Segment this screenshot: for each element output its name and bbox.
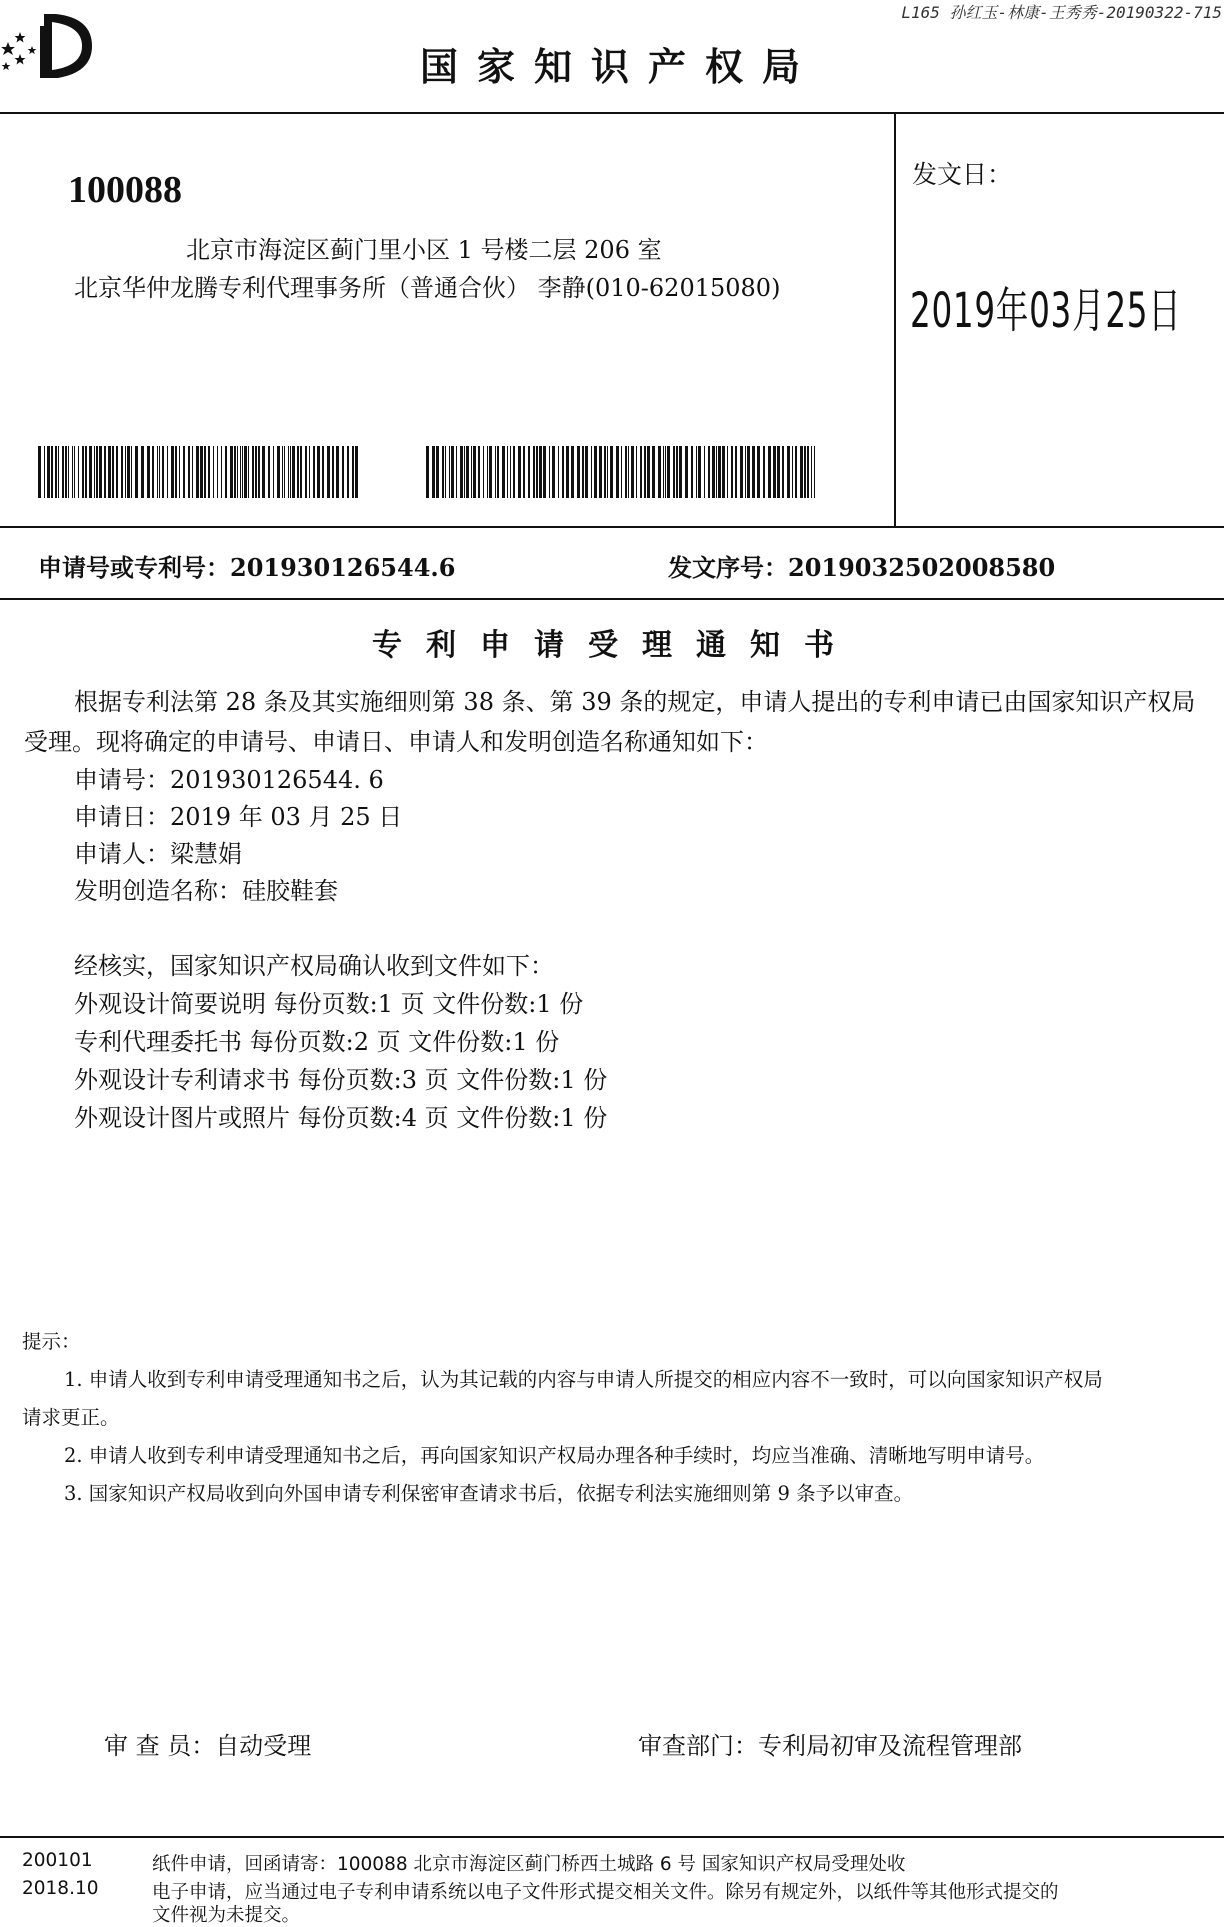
notice-intro-line1: 根据专利法第 28 条及其实施细则第 38 条、第 39 条的规定，申请人提出的专利申请已由国家知识产权局 (74, 688, 1196, 716)
form-code: 200101 (22, 1850, 93, 1871)
barcode-bar (489, 446, 492, 498)
barcode-bar (807, 446, 809, 498)
barcode-bar (196, 446, 199, 498)
footer-electronic-filing-continued: 文件视为未提交。 (152, 1905, 301, 1926)
barcode-bar (604, 446, 606, 498)
barcode-bar (252, 446, 254, 498)
barcode-bar (436, 446, 439, 498)
date-column-divider (894, 112, 896, 526)
barcode-bar (152, 446, 154, 498)
barcode-bar (552, 446, 555, 498)
barcode-left (38, 446, 360, 498)
postal-code: 100088 (68, 169, 182, 211)
barcode-bar (510, 446, 511, 498)
barcode-bar (273, 446, 274, 498)
barcode-bar (188, 446, 190, 498)
barcode-bar (355, 446, 358, 498)
barcode-bar (718, 446, 721, 498)
barcode-bar (192, 446, 193, 498)
barcode-bar (495, 446, 496, 498)
barcode-bar (157, 446, 158, 498)
address-section-rule (0, 526, 1224, 528)
barcode-bar (262, 446, 265, 498)
barcode-bar (317, 446, 320, 498)
barcode-bar (704, 446, 705, 498)
barcode-bar (432, 446, 435, 498)
barcode-bar (483, 446, 484, 498)
invention-name: 发明创造名称：硅胶鞋套 (74, 877, 338, 905)
tip-item-1: 1. 申请人收到专利申请受理通知书之后，认为其记载的内容与申请人所提交的相应内容不一致时，可以向国家知识产权局 (64, 1368, 1103, 1391)
application-number-header: 申请号或专利号：201930126544.6 (38, 553, 456, 582)
barcode-bar (562, 446, 564, 498)
barcode-bar (104, 446, 106, 498)
examining-department: 审查部门：专利局初审及流程管理部 (638, 1732, 1022, 1760)
barcode-bar (631, 446, 634, 498)
barcode-bar (685, 446, 688, 498)
barcode-bar (313, 446, 315, 498)
barcode-bar (116, 446, 118, 498)
barcode-bar (234, 446, 236, 498)
office-name: 国家知识产权局 (420, 44, 820, 89)
barcode-bar (167, 446, 168, 498)
barcode-bar (566, 446, 569, 498)
barcode-bar (792, 446, 793, 498)
barcode-bar (179, 446, 180, 498)
barcode-bar (497, 446, 499, 498)
tip-item-2: 2. 申请人收到专利申请受理通知书之后，再向国家知识产权局办理各种手续时，均应当准确、清晰地写明申请号。 (64, 1444, 1045, 1467)
barcode-bar (577, 446, 580, 498)
footer-paper-filing: 纸件申请，回函请寄：100088 北京市海淀区蓟门桥西土城路 6 号 国家知识产权局受理处收 (152, 1854, 906, 1875)
issue-date-stamp: 2019年03月25日 (910, 283, 1182, 339)
barcode-bar (175, 446, 177, 498)
barcode-bar (327, 446, 330, 498)
barcode-bar (644, 446, 646, 498)
barcode-bar (284, 446, 285, 498)
barcode-bar (200, 446, 203, 498)
barcode-bar (523, 446, 525, 498)
barcode-bar (460, 446, 463, 498)
barcode-bar (342, 446, 344, 498)
tip-item-1-continued: 请求更正。 (22, 1406, 120, 1429)
tip-item-3: 3. 国家知识产权局收到向外国申请专利保密审查请求书后，依据专利法实施细则第 9 条予以审查。 (64, 1482, 914, 1505)
barcode-bar (171, 446, 174, 498)
barcode-bar (204, 446, 206, 498)
barcode-bar (456, 446, 457, 498)
barcode-bar (591, 446, 592, 498)
barcode-bar (663, 446, 664, 498)
application-number: 申请号：201930126544. 6 (74, 766, 384, 794)
barcode-bar (539, 446, 542, 498)
barcode-bar (288, 446, 289, 498)
mailing-address: 北京市海淀区蓟门里小区 1 号楼二层 206 室 (186, 236, 662, 264)
barcode-bar (594, 446, 597, 498)
barcode-bar (665, 446, 666, 498)
barcode-bar (722, 446, 725, 498)
barcode-bar (244, 446, 247, 498)
barcode-bar (352, 446, 354, 498)
barcode-bar (800, 446, 803, 498)
barcode-bar (616, 446, 619, 498)
barcode-bar (347, 446, 349, 498)
footer-electronic-filing: 电子申请，应当通过电子专利申请系统以电子文件形式提交相关文件。除另有规定外，以纸件等其他形式提交的 (152, 1882, 1059, 1903)
barcode-bar (309, 446, 310, 498)
barcode-bar (696, 446, 697, 498)
barcode-bar (549, 446, 550, 498)
barcode-bar (763, 446, 765, 498)
barcode-bar (658, 446, 661, 498)
barcode-bar (636, 446, 637, 498)
barcode-bar (68, 446, 69, 498)
barcode-bar (78, 446, 79, 498)
agency-contact: 北京华仲龙腾专利代理事务所（普通合伙） 李静(010-62015080) (74, 274, 781, 302)
confirm-heading: 经核实，国家知识产权局确认收到文件如下： (74, 952, 554, 980)
form-version: 2018.10 (22, 1878, 99, 1899)
barcode-bar (773, 446, 776, 498)
document-reference-code: L165 孙红玉-林康-王秀秀-20190322-715 (901, 3, 1222, 22)
barcode-bar (518, 446, 521, 498)
barcode-bar (297, 446, 299, 498)
barcode-bar (533, 446, 535, 498)
barcode-bar (647, 446, 650, 498)
barcode-bar (121, 446, 123, 498)
document-item: 外观设计简要说明 每份页数:1 页 文件份数:1 份 (74, 990, 584, 1018)
barcode-bar (698, 446, 701, 498)
barcode-bar (332, 446, 334, 498)
barcode-bar (208, 446, 210, 498)
document-item: 外观设计专利请求书 每份页数:3 页 文件份数:1 份 (74, 1066, 608, 1094)
barcode-bar (44, 446, 45, 498)
barcode-bar (96, 446, 98, 498)
barcode-bar (85, 446, 87, 498)
barcode-bar (131, 446, 132, 498)
barcode-bar (716, 446, 717, 498)
barcode-bar (305, 446, 307, 498)
barcode-bar (147, 446, 150, 498)
barcode-bar (582, 446, 584, 498)
document-item: 专利代理委托书 每份页数:2 页 文件份数:1 份 (74, 1028, 560, 1056)
barcode-bar (607, 446, 608, 498)
barcode-bar (258, 446, 260, 498)
examiner: 审 查 员：自动受理 (104, 1732, 312, 1760)
barcode-bar (125, 446, 126, 498)
barcode-bar (445, 446, 446, 498)
barcode-bar (621, 446, 622, 498)
document-item: 外观设计图片或照片 每份页数:4 页 文件份数:1 份 (74, 1104, 608, 1132)
barcode-bar (230, 446, 233, 498)
barcode-bar (782, 446, 784, 498)
barcode-bar (787, 446, 790, 498)
barcode-bar (248, 446, 249, 498)
barcode-bar (652, 446, 655, 498)
barcode-bar (740, 446, 743, 498)
barcode-bar (507, 446, 508, 498)
identifier-rule (0, 598, 1224, 600)
barcode-bar (502, 446, 505, 498)
barcode-bar (795, 446, 797, 498)
barcode-bar (757, 446, 760, 498)
barcode-bar (487, 446, 488, 498)
barcode-bar (159, 446, 160, 498)
barcode-bar (599, 446, 602, 498)
barcode-bar (478, 446, 480, 498)
barcode-bar (94, 446, 95, 498)
barcode-bar (610, 446, 613, 498)
barcode-bar (708, 446, 710, 498)
barcode-bar (322, 446, 324, 498)
barcode-bar (625, 446, 627, 498)
barcode-bar (240, 446, 241, 498)
barcode-bar (277, 446, 280, 498)
application-date: 申请日：2019 年 03 月 25 日 (74, 803, 403, 831)
barcode-bar (300, 446, 302, 498)
notice-title: 专利申请受理通知书 (372, 628, 858, 663)
barcode-bar (735, 446, 737, 498)
barcode-bar (442, 446, 444, 498)
barcode-bar (162, 446, 164, 498)
notice-intro-line2: 受理。现将确定的申请号、申请日、申请人和发明创造名称通知如下： (24, 728, 768, 756)
barcode-bar (543, 446, 546, 498)
barcode-bar (814, 446, 815, 498)
barcode-bar (628, 446, 629, 498)
barcode-bar (640, 446, 642, 498)
barcode-bar (747, 446, 750, 498)
barcode-bar (451, 446, 454, 498)
barcode-bar (141, 446, 144, 498)
barcode-bar (213, 446, 214, 498)
barcode-bar (558, 446, 559, 498)
barcode-bar (673, 446, 675, 498)
barcode-bar (471, 446, 472, 498)
barcode-bar (667, 446, 670, 498)
barcode-bar (127, 446, 130, 498)
barcode-bar (426, 446, 429, 498)
barcode-bar (282, 446, 283, 498)
barcode-bar (65, 446, 67, 498)
barcode-bar (225, 446, 227, 498)
barcode-bar (449, 446, 450, 498)
barcode-bar (47, 446, 50, 498)
top-rule (0, 112, 1224, 114)
barcode-bar (464, 446, 465, 498)
barcode-bar (777, 446, 780, 498)
barcode-bar (473, 446, 476, 498)
barcode-bar (255, 446, 257, 498)
barcode-bar (745, 446, 746, 498)
barcode-bar (712, 446, 715, 498)
barcode-bar (62, 446, 64, 498)
barcode-bar (135, 446, 138, 498)
issue-date-label: 发文日： (912, 160, 1013, 189)
barcode-bar (676, 446, 678, 498)
barcode-bar (242, 446, 243, 498)
barcode-bar (89, 446, 92, 498)
barcode-bar (82, 446, 84, 498)
barcode-bar (804, 446, 806, 498)
barcode-bar (292, 446, 295, 498)
barcode-bar (108, 446, 111, 498)
barcode-bar (513, 446, 515, 498)
barcode-bar (74, 446, 75, 498)
barcode-bar (51, 446, 53, 498)
barcode-bar (466, 446, 469, 498)
barcode-bar (221, 446, 222, 498)
barcode-bar (55, 446, 57, 498)
barcode-bar (528, 446, 530, 498)
barcode-bar (112, 446, 114, 498)
barcode-bar (571, 446, 574, 498)
barcode-bar (811, 446, 812, 498)
barcode-bar (237, 446, 238, 498)
barcode-bar (268, 446, 270, 498)
barcode-bar (183, 446, 185, 498)
barcode-bar (217, 446, 218, 498)
footer-rule (0, 1836, 1224, 1838)
barcode-bar (768, 446, 771, 498)
barcode-bar (731, 446, 733, 498)
barcode-bar (691, 446, 693, 498)
tips-heading: 提示： (22, 1330, 81, 1353)
barcode-bar (727, 446, 728, 498)
applicant: 申请人：梁慧娟 (74, 840, 242, 868)
barcode-bar (72, 446, 73, 498)
issue-serial-number: 发文序号：2019032502008580 (668, 553, 1056, 582)
barcode-bar (290, 446, 291, 498)
barcode-bar (58, 446, 59, 498)
barcode-right (426, 446, 816, 498)
barcode-bar (336, 446, 339, 498)
cnipa-logo-icon (0, 6, 100, 84)
barcode-bar (99, 446, 102, 498)
barcode-bar (38, 446, 41, 498)
barcode-bar (679, 446, 682, 498)
barcode-bar (536, 446, 538, 498)
barcode-bar (752, 446, 755, 498)
barcode-bar (585, 446, 588, 498)
